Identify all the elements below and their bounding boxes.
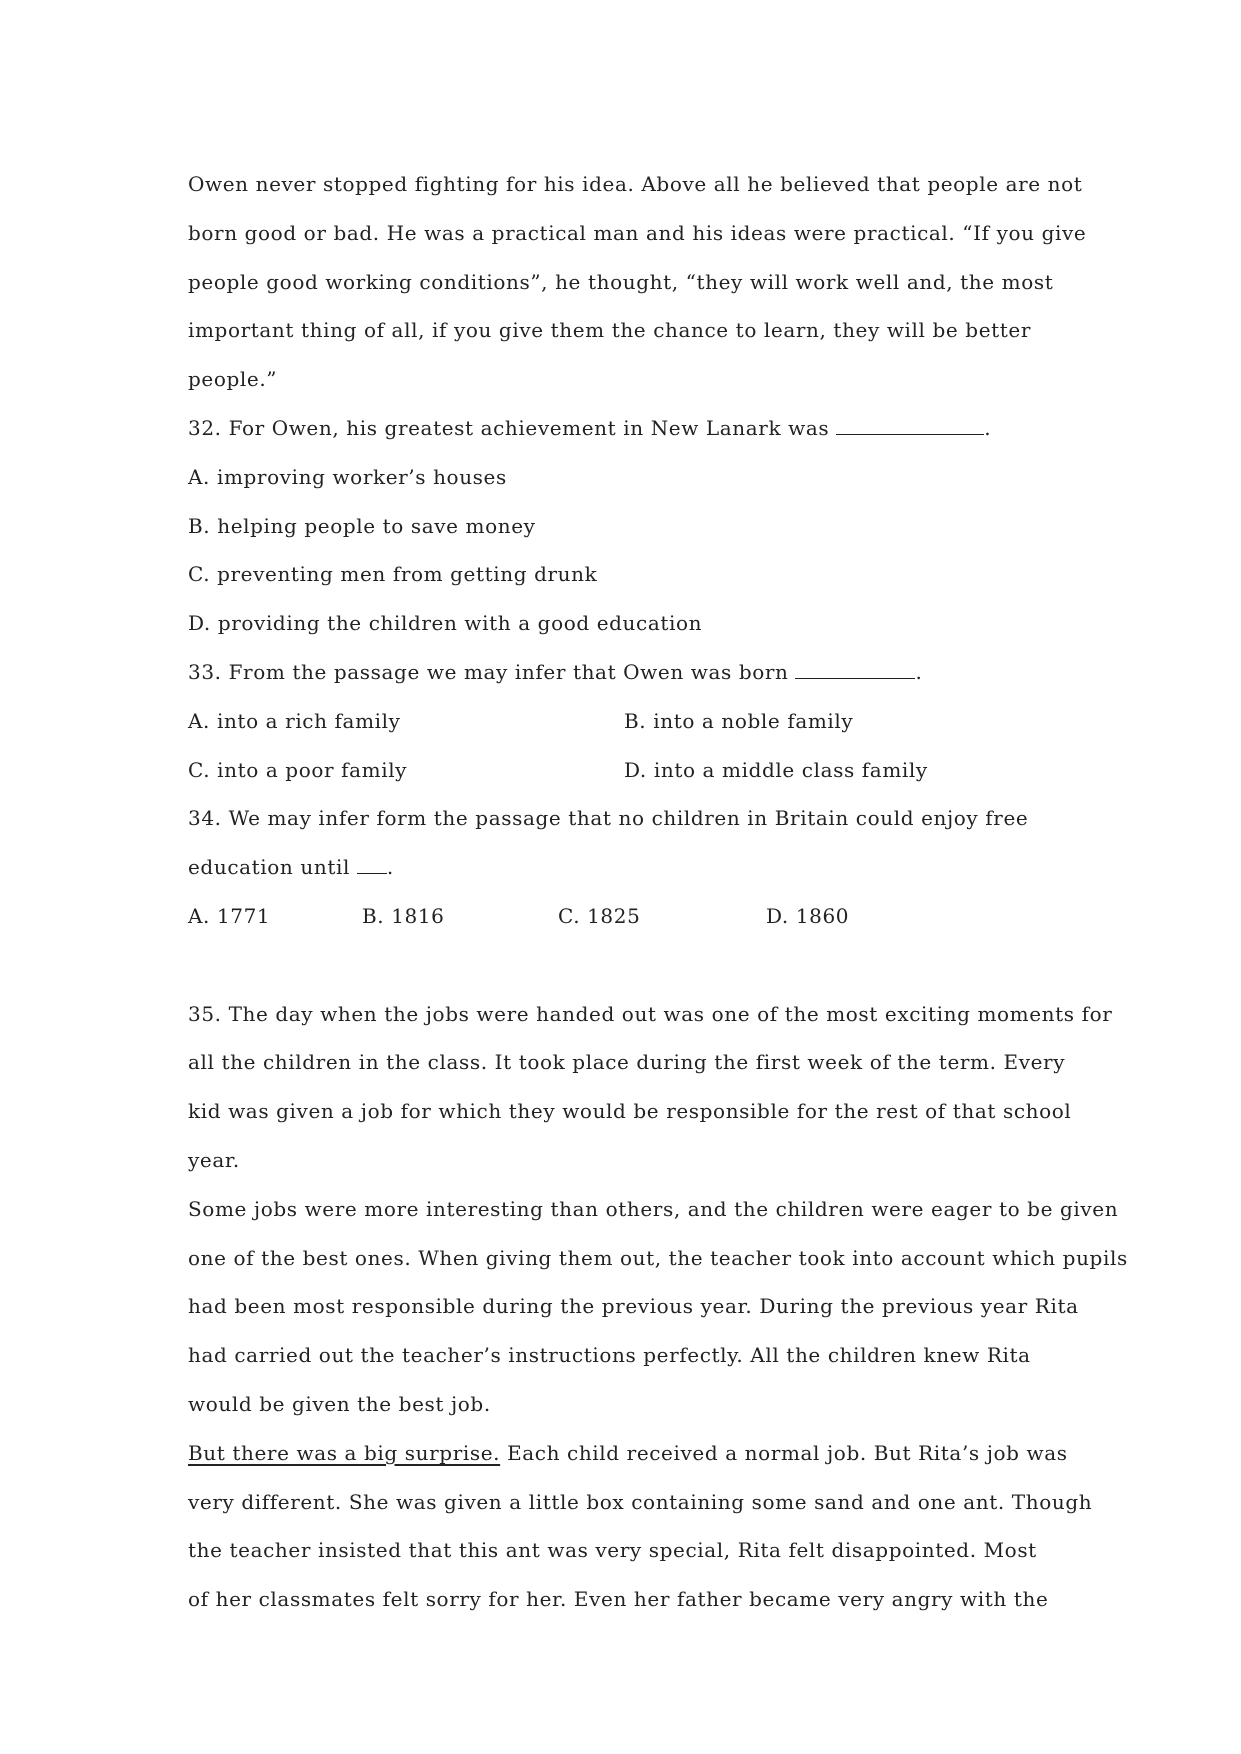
passage-line: of her classmates felt sorry for her. Even her father became very angry with the [188, 1587, 1049, 1612]
question-34: 34. We may infer form the passage that no children in Britain could enjoy free [188, 806, 1029, 831]
document-page [188, 160, 1128, 1624]
option-b: B. 1816 [362, 903, 445, 928]
option-c: C. into a poor family [188, 757, 408, 782]
section-gap [188, 941, 1108, 990]
question-stem: education until [188, 855, 357, 880]
option-d: D. providing the children with a good education [188, 611, 703, 636]
passage-line: born good or bad. He was a practical man and his ideas were practical. “If you give [188, 220, 1087, 245]
passage-line: kid was given a job for which they would be responsible for the rest of that school [188, 1099, 1072, 1124]
answer-blank [836, 412, 984, 435]
option-a: A. improving worker’s houses [188, 464, 507, 489]
passage-line: year. [188, 1147, 240, 1172]
passage-line: people good working conditions”, he thought, “they will work well and, the most [188, 269, 1054, 294]
question-33 [188, 648, 1108, 697]
option-c: C. 1825 [558, 903, 641, 928]
question-stem: 33. From the passage we may infer that Owen was born [188, 659, 796, 684]
option-a: A. 1771 [188, 903, 271, 928]
option-d: D. 1860 [766, 903, 850, 928]
passage-line: would be given the best job. [188, 1391, 491, 1416]
passage-line: 35. The day when the jobs were handed out was one of the most exciting moments for [188, 1001, 1113, 1026]
passage-line: people.” [188, 367, 278, 392]
underlined-sentence: But there was a big surprise. [188, 1440, 501, 1465]
passage-line: important thing of all, if you give them the chance to learn, they will be better [188, 318, 1032, 343]
question-stem: 32. For Owen, his greatest achievement in New Lanark was [188, 415, 837, 440]
answer-blank [795, 656, 915, 679]
answer-blank [357, 851, 387, 874]
passage-line: had carried out the teacher’s instructions perfectly. All the children knew Rita [188, 1343, 1031, 1368]
stem-end: . [915, 659, 923, 684]
option-b: B. helping people to save money [188, 513, 536, 538]
passage-line [188, 1429, 1108, 1478]
options-row [188, 697, 1108, 746]
question-34-continued [188, 843, 1108, 892]
option-a: A. into a rich family [188, 708, 401, 733]
passage-line: the teacher insisted that this ant was very special, Rita felt disappointed. Most [188, 1538, 1037, 1563]
stem-end: . [984, 415, 992, 440]
passage-line: Some jobs were more interesting than others, and the children were eager to be given [188, 1196, 1119, 1221]
stem-end: . [386, 855, 394, 880]
passage-line: Owen never stopped fighting for his idea. Above all he believed that people are not [188, 172, 1083, 196]
options-row [188, 746, 1108, 795]
passage-line: one of the best ones. When giving them out, the teacher took into account which pupils [188, 1245, 1128, 1270]
passage-line: all the children in the class. It took place during the first week of the term. Every [188, 1050, 1066, 1075]
sentence-rest: Each child received a normal job. But Rita’s job was [500, 1440, 1068, 1465]
passage-line: very different. She was given a little box containing some sand and one ant. Though [188, 1489, 1093, 1514]
passage-line: had been most responsible during the previous year. During the previous year Rita [188, 1294, 1079, 1319]
option-b: B. into a noble family [624, 708, 854, 733]
option-c: C. preventing men from getting drunk [188, 562, 598, 587]
option-d: D. into a middle class family [624, 757, 928, 782]
options-row [188, 892, 1108, 941]
question-32 [188, 404, 1108, 453]
